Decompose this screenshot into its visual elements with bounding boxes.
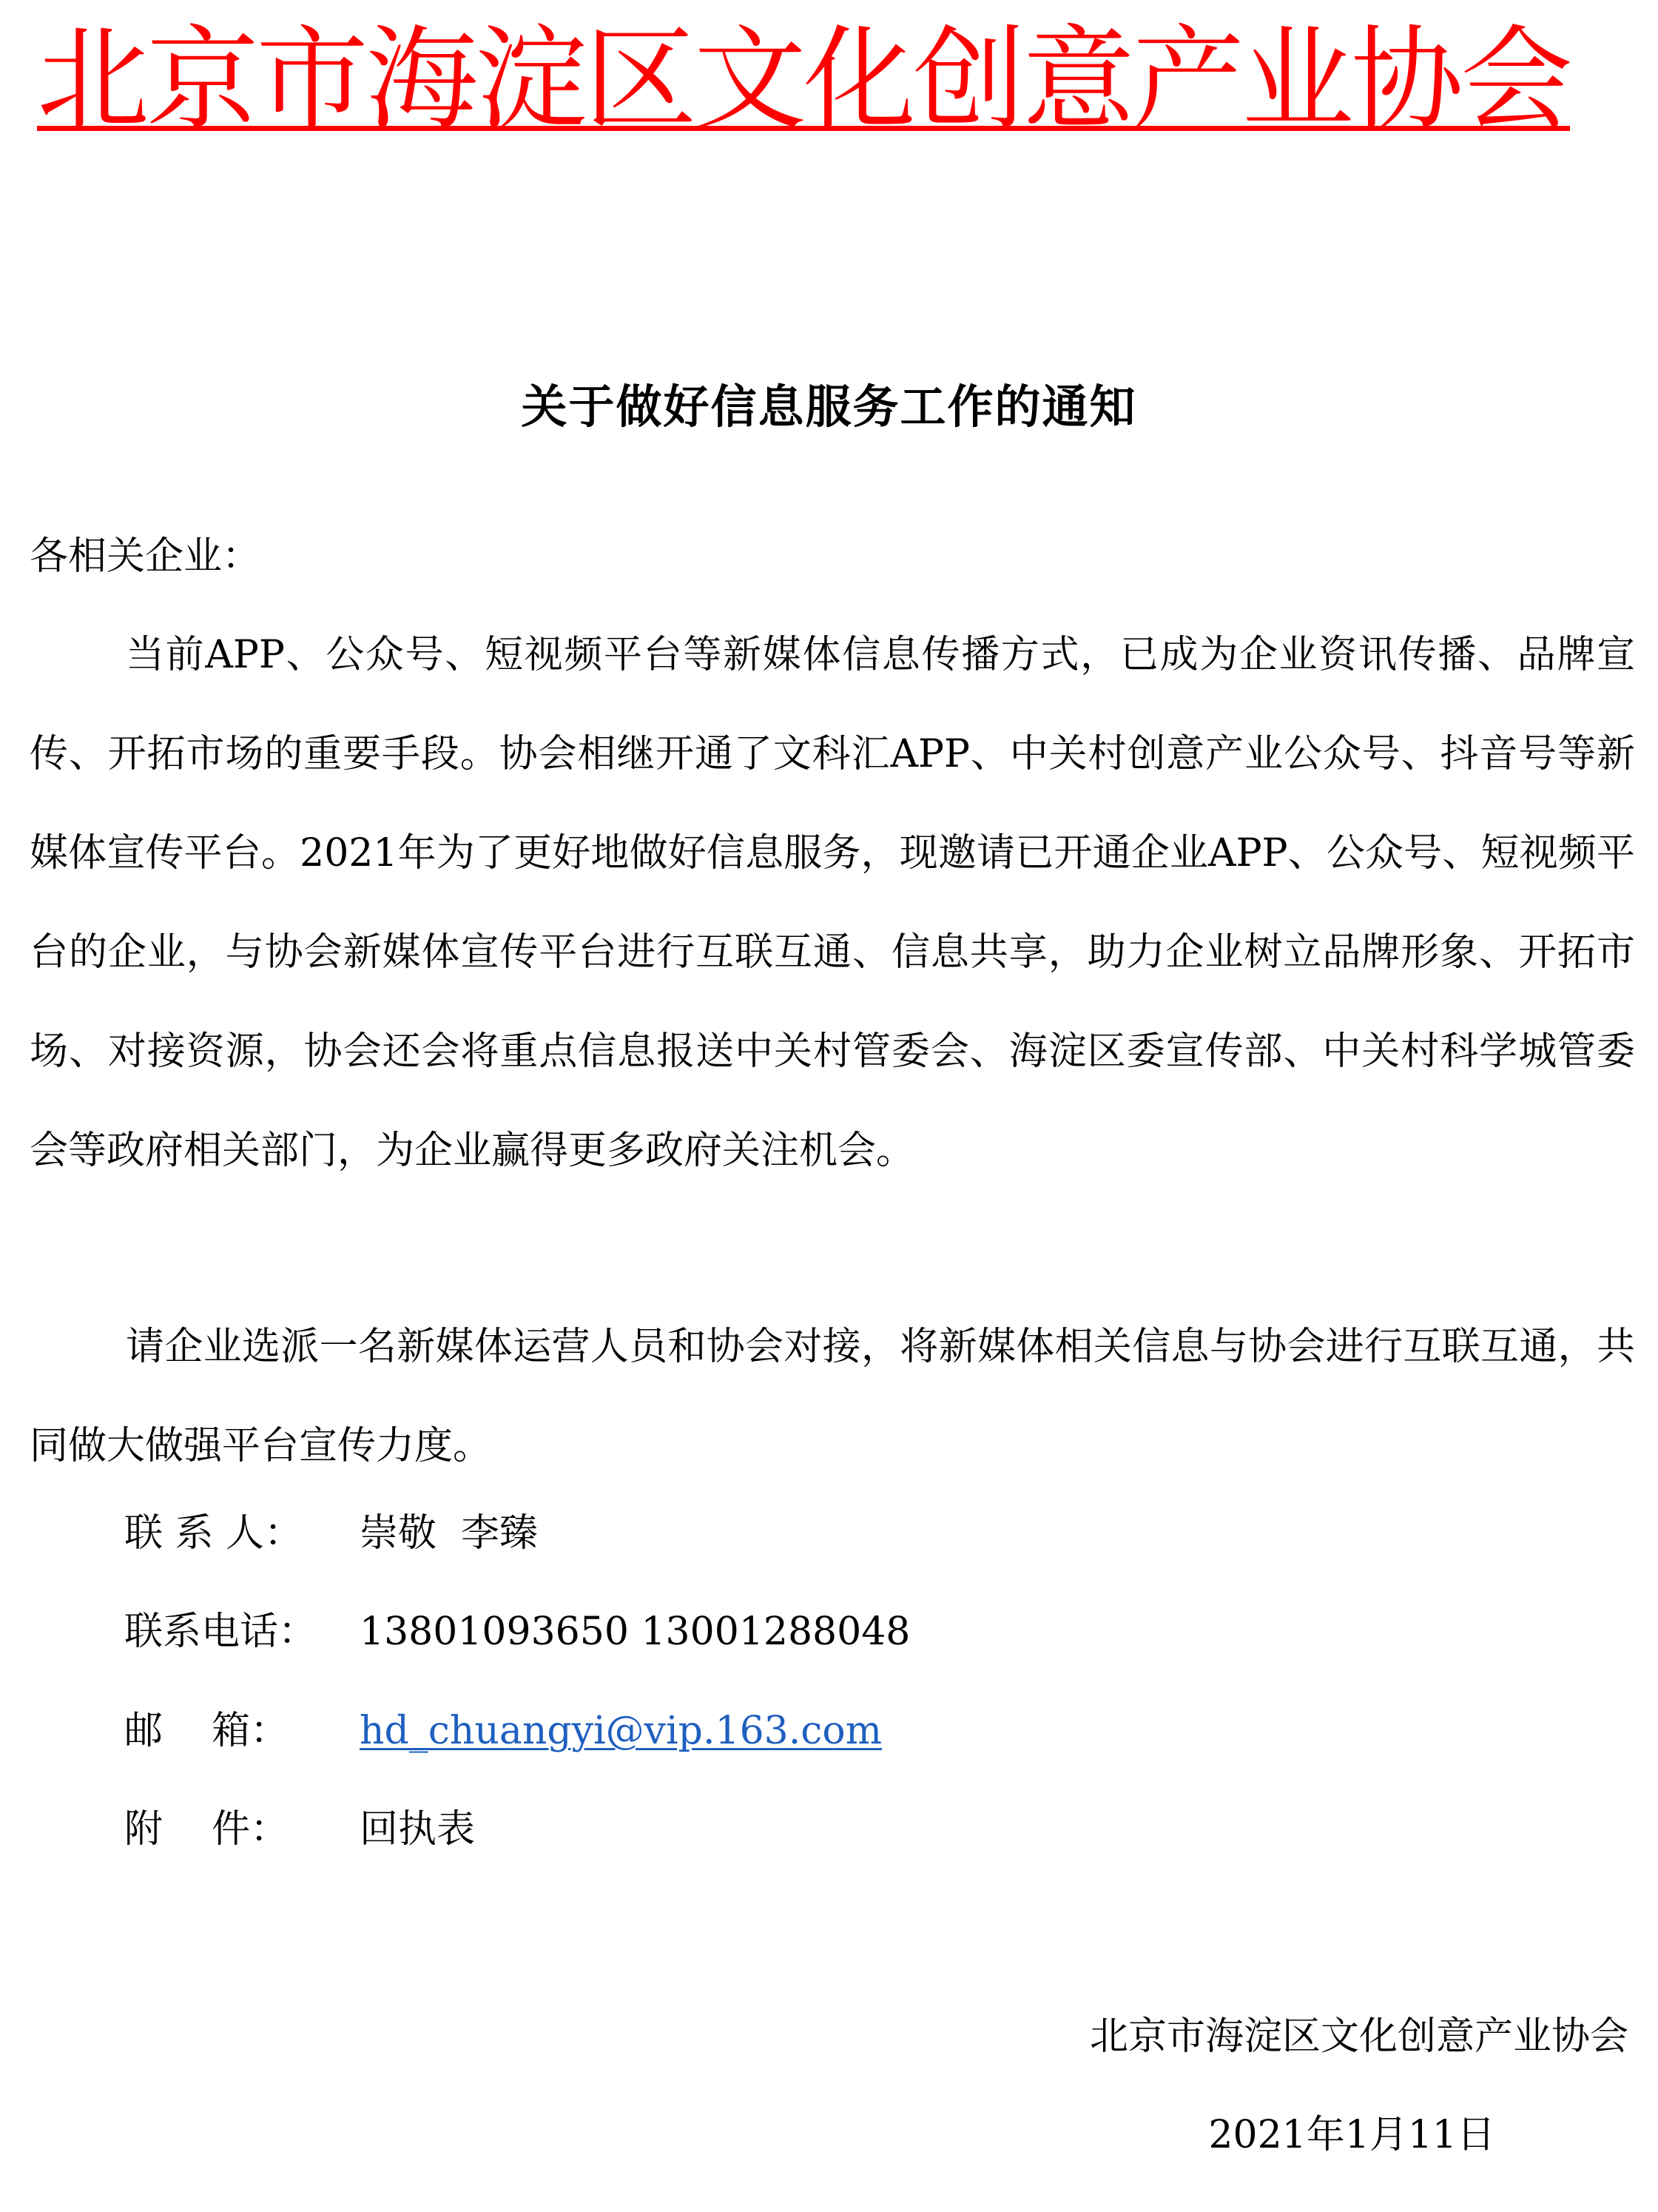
contact-phone-value: 13801093650 13001288048 [360, 1610, 911, 1654]
contact-email-line [124, 1704, 882, 1758]
contact-person-label: 联 系 人： [124, 1511, 303, 1556]
contact-phone-line [124, 1604, 910, 1659]
salutation: 各相关企业： [30, 534, 261, 579]
attachment-line [124, 1802, 475, 1857]
body-paragraph-2: 请企业选派一名新媒体运营人员和协会对接，将新媒体相关信息与协会进行互联互通，共同做大做强平台宣传力度。 [30, 1325, 1635, 1468]
contact-person-line [124, 1506, 538, 1561]
contact-email-label: 邮 箱： [124, 1709, 289, 1753]
contact-phone-label: 联系电话： [124, 1610, 317, 1654]
body-paragraph-1: 当前APP、公众号、短视频平台等新媒体信息传播方式，已成为企业资讯传播、品牌宣传、开拓市场的重要手段。协会相继开通了文科汇APP、中关村创意产业公众号、抖音号等新媒体宣传平台。2021年为了更好地做好信息服务，现邀请已开通企业APP、公众号、短视频平台的企业，与协会新媒体宣传平台进行互联互通、信息共享，助力企业树立品牌形象、开拓市场、对接资源，协会还会将重点信息报送中关村管委会、海淀区委宣传部、中关村科学城管委会等政府相关部门，为企业赢得更多政府关注机会。 [30, 633, 1635, 1173]
letterhead-title: 北京市海淀区文化创意产业协会 [37, 14, 1570, 145]
signature-organization: 北京市海淀区文化创意产业协会 [1089, 2014, 1628, 2059]
signature-date: 2021年1月11日 [1208, 2113, 1495, 2157]
notice-title: 关于做好信息服务工作的通知 [521, 380, 1137, 434]
attachment-label: 附 件： [124, 1807, 289, 1852]
contact-person-value: 崇敬 李臻 [360, 1511, 539, 1556]
contact-email-link[interactable]: hd_chuangyi@vip.163.com [360, 1709, 883, 1753]
attachment-value: 回执表 [360, 1807, 476, 1852]
